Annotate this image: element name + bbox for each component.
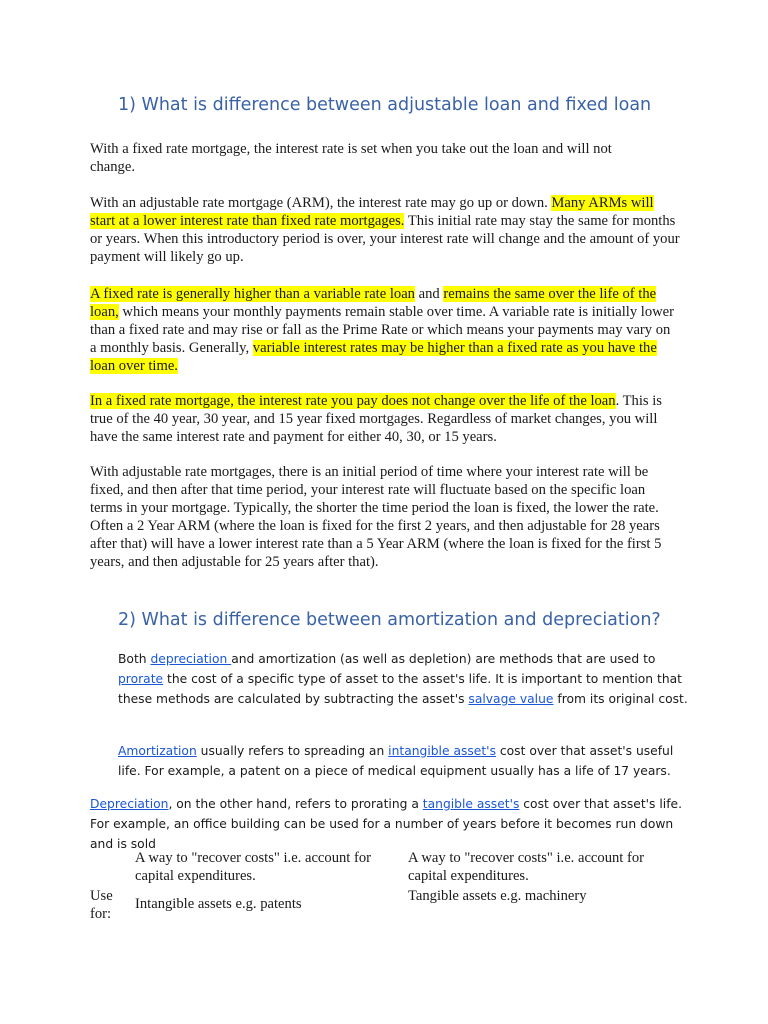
- text-span: , on the other hand, refers to prorating a: [168, 797, 423, 811]
- text-span: from its original cost.: [553, 692, 688, 706]
- link-salvage-value[interactable]: salvage value: [468, 692, 554, 706]
- text-span: Both: [118, 652, 151, 666]
- paragraph-fixed-rate: With a fixed rate mortgage, the interest rate is set when you take out the loan and will not change.: [90, 141, 612, 175]
- link-depreciation[interactable]: depreciation: [150, 652, 232, 666]
- text-span: usually refers to spreading an: [196, 744, 389, 758]
- text-span: With an adjustable rate mortgage (ARM), the interest rate may go up or down.: [90, 195, 552, 211]
- table-cell-depreciation-purpose: A way to "recover costs" i.e. account for capital expenditures.: [408, 850, 645, 884]
- link-amortization[interactable]: Amortization: [118, 744, 197, 758]
- text-span: cost over that asset's useful life. For example, a patent on a piece of medical equipment usually has a life of 17 years.: [118, 744, 674, 778]
- text-span: and amortization (as well as depletion) are methods that are used to: [231, 652, 656, 666]
- heading-q1: 1) What is difference between adjustable loan and fixed loan: [118, 95, 652, 115]
- link-prorate[interactable]: prorate: [118, 672, 164, 686]
- paragraph-variable-rate: [90, 285, 680, 375]
- table-row-label-use-for: Use for:: [90, 888, 113, 922]
- highlight: variable interest rates may be higher than a fixed rate as you have the loan over time.: [90, 340, 657, 374]
- heading-q2: 2) What is difference between amortization and depreciation?: [118, 610, 661, 630]
- text-span: . This is true of the 40 year, 30 year, and 15 year fixed mortgages. Regardless of market changes, you will have the same interest rate and payment for either 40, 30, or 15 years.: [90, 393, 662, 445]
- link-intangible-asset[interactable]: intangible asset's: [388, 744, 496, 758]
- text-span: cost over that asset's life. For example, an office building can be used for a number of years before it becomes run down and is sold: [90, 797, 683, 851]
- table-cell-amortization-purpose: A way to "recover costs" i.e. account for capital expenditures.: [135, 850, 372, 884]
- highlight: A fixed rate is generally higher than a variable rate loan: [90, 286, 415, 302]
- link-tangible-asset[interactable]: tangible asset's: [422, 797, 520, 811]
- table-cell-depreciation-use: Tangible assets e.g. machinery: [408, 888, 587, 904]
- text-span: This initial rate may stay the same for months or years. When this introductory period is over, your interest rate will change and the amount of your payment will likely go up.: [90, 213, 680, 265]
- link-depreciation-2[interactable]: Depreciation: [90, 797, 169, 811]
- highlight: In a fixed rate mortgage, the interest rate you pay does not change over the life of the loan: [90, 393, 616, 409]
- table-cell-amortization-use: Intangible assets e.g. patents: [135, 896, 302, 912]
- paragraph-amortization-depreciation: [118, 649, 688, 709]
- paragraph-arm: [90, 194, 680, 266]
- text-span: which means your monthly payments remain stable over time. A variable rate is initially lower than a fixed rate and may rise or fall as the Prime Rate or which means your payments may vary on a monthly basis. Generally,: [90, 304, 675, 356]
- text-span: and: [414, 286, 444, 302]
- paragraph-fixed-mortgage: [90, 392, 680, 446]
- paragraph-depreciation: [90, 794, 690, 854]
- text-span: the cost of a specific type of asset to the asset's life. It is important to mention that these methods are calculated by subtracting the asset's: [118, 672, 682, 706]
- paragraph-amortization: [118, 741, 688, 781]
- highlight: remains the same over the life of the loan,: [90, 286, 657, 320]
- paragraph-adjustable-mortgage: With adjustable rate mortgages, there is an initial period of time where your interest rate will be fixed, and then after that time period, your interest rate will fluctuate based on the specific loan terms in your mortgage. Typically, the shorter the time period the loan is fixed, the lower the rate. Often a 2 Year ARM (where the loan is fixed for the first 2 years, and then adjustable for 28 years after that) will have a lower interest rate than a 5 Year ARM (where the loan is fixed for the first 5 years, and then adjustable for 25 years after that).: [90, 464, 662, 570]
- highlight: Many ARMs will start at a lower interest rate than fixed rate mortgages.: [90, 195, 654, 229]
